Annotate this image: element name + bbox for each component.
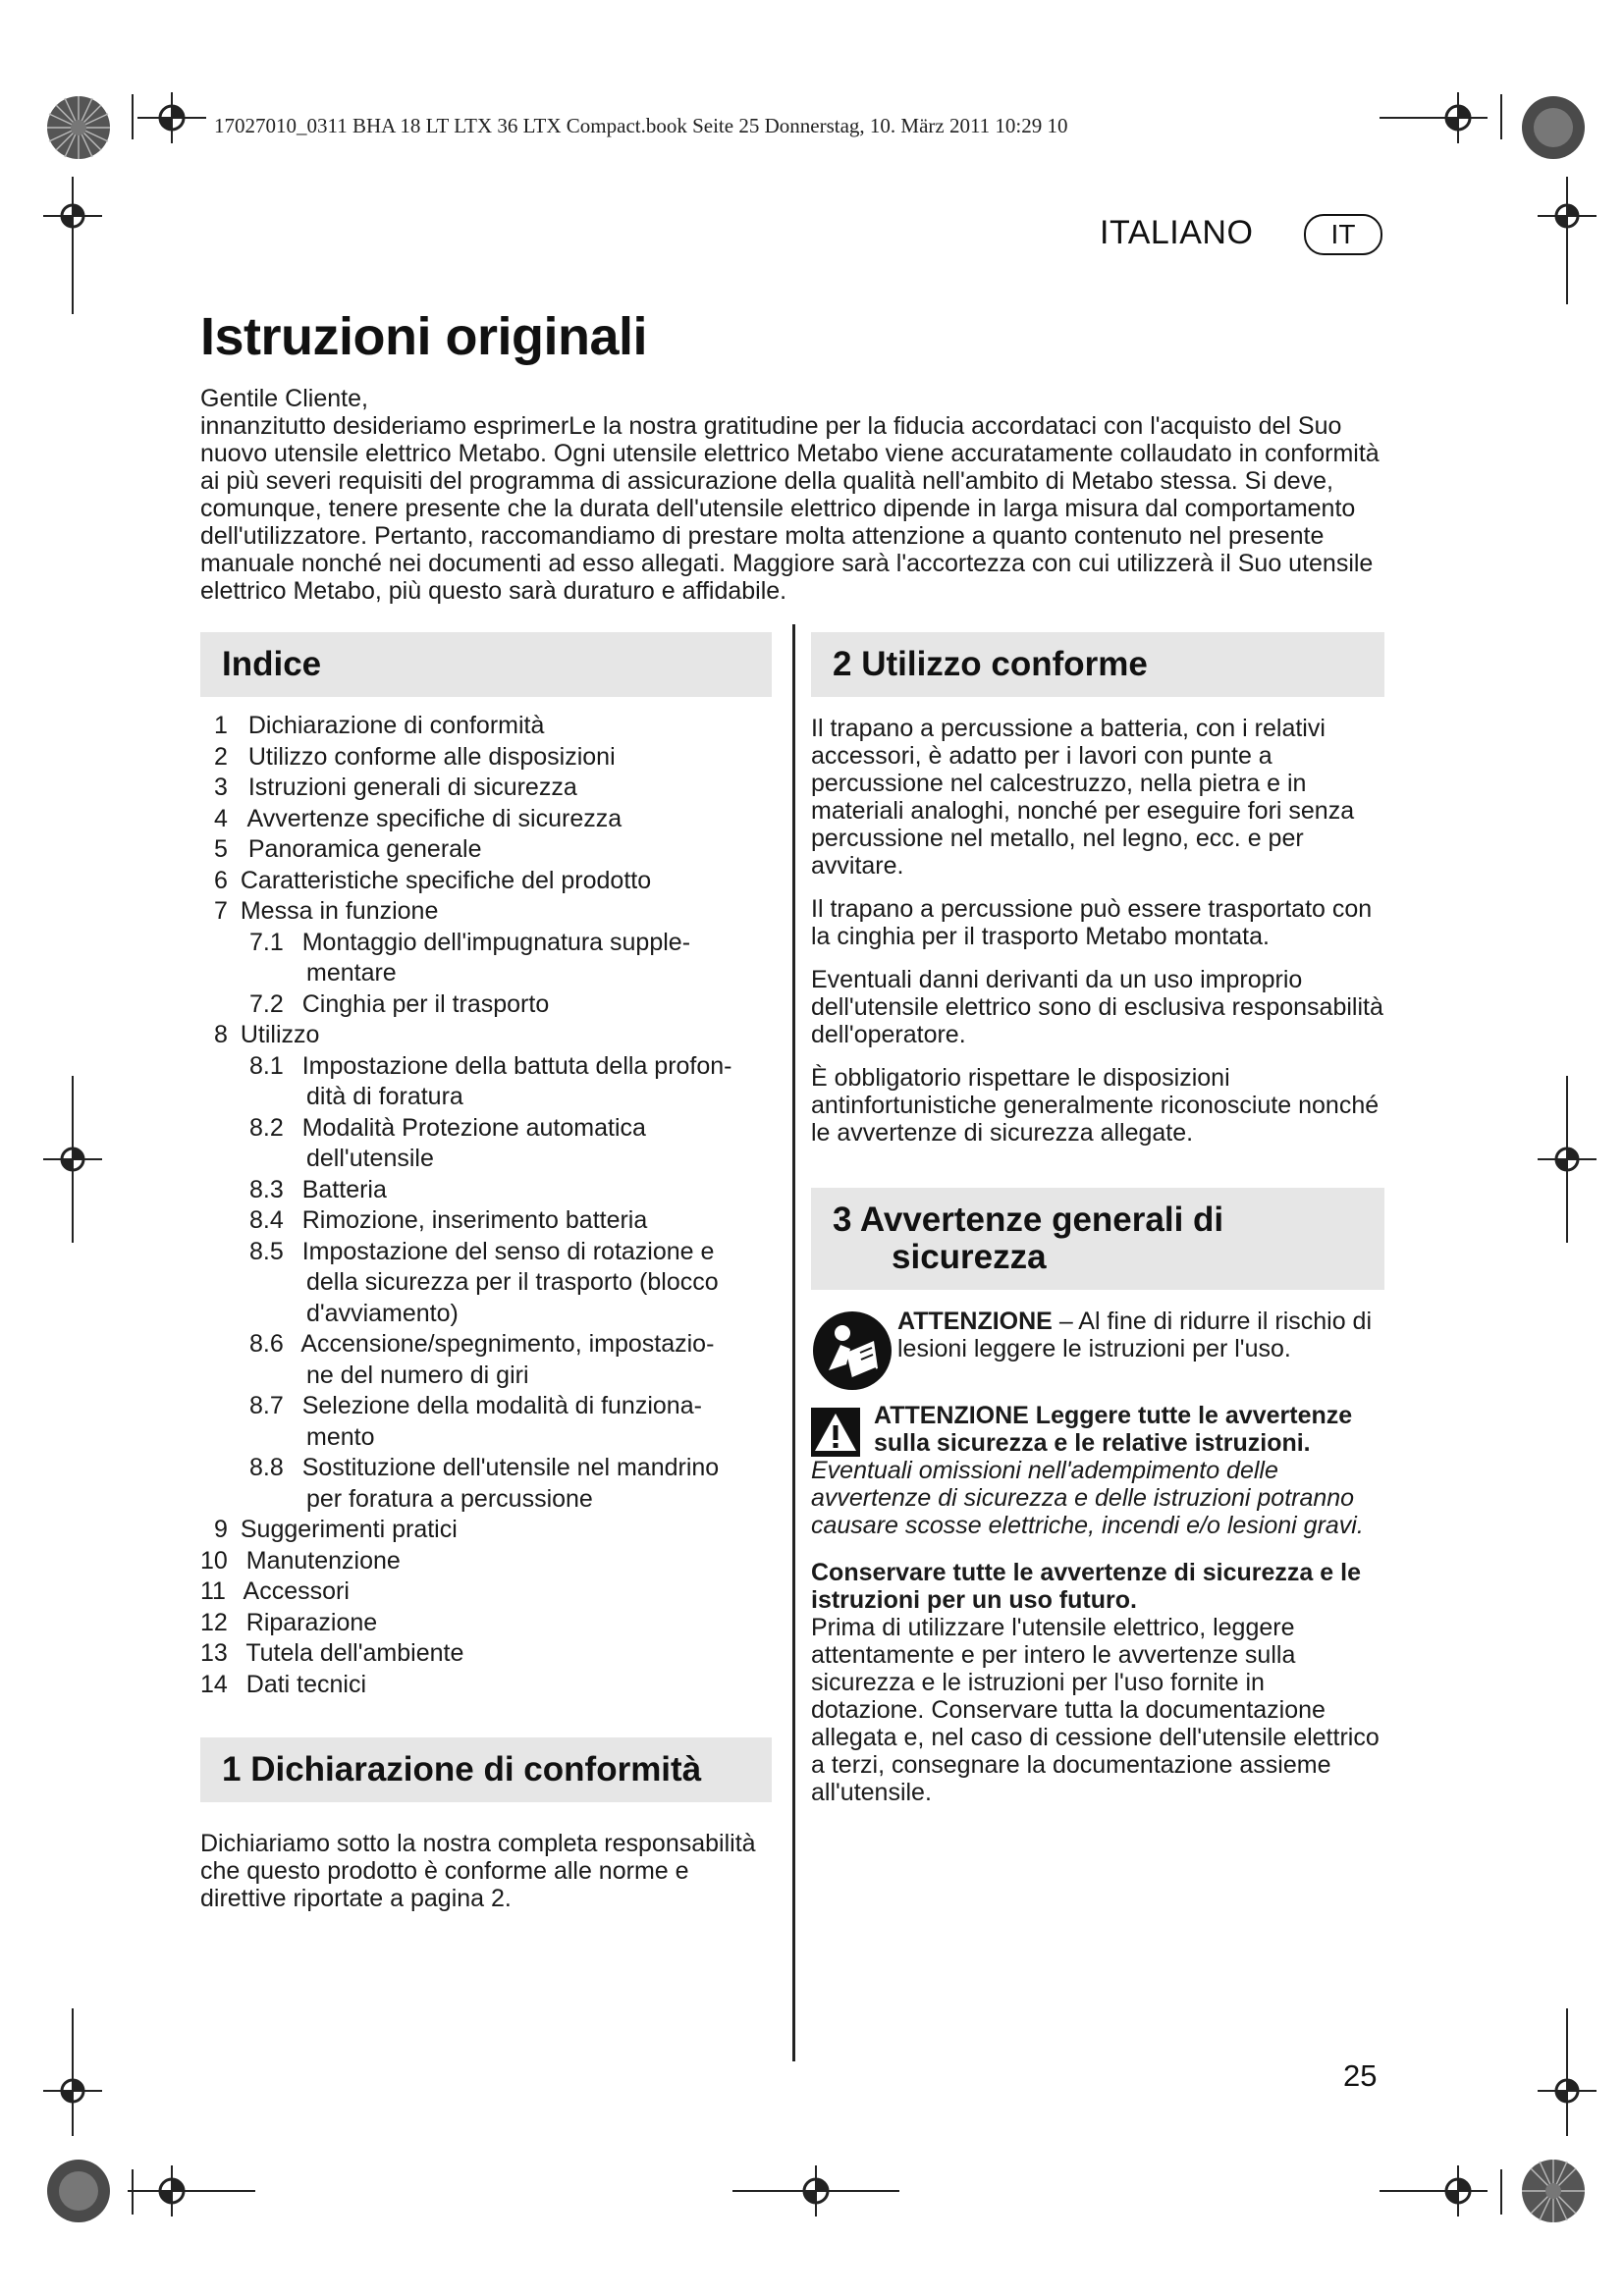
toc-item-continuation: dità di foratura bbox=[306, 1083, 463, 1110]
attention-1-label: ATTENZIONE bbox=[897, 1308, 1053, 1335]
toc-item bbox=[200, 1391, 770, 1422]
toc-item-label: Caratteristiche specifiche del prodotto bbox=[240, 866, 652, 894]
toc-item-number: 8.2 bbox=[249, 1113, 284, 1142]
section1-text: Dichiariamo sotto la nostra completa responsabilità che questo prodotto è conforme alle norme e direttive riportate a pagina 2. bbox=[200, 1830, 756, 1912]
toc-item bbox=[200, 1515, 770, 1546]
toc-item bbox=[200, 928, 770, 959]
toc-item-number: 8.1 bbox=[249, 1051, 284, 1080]
color-bar-icon bbox=[43, 2156, 114, 2226]
section1-heading bbox=[200, 1737, 772, 1802]
crop-line bbox=[1500, 94, 1502, 139]
registration-mark-icon bbox=[732, 2165, 899, 2216]
print-slug: 17027010_0311 BHA 18 LT LTX 36 LTX Compact.book Seite 25 Donnerstag, 10. März 2011 10:29 10 bbox=[214, 114, 1068, 137]
intro-greeting: Gentile Cliente, bbox=[200, 385, 368, 412]
toc-item bbox=[200, 866, 770, 897]
toc-item-label: Avvertenze specifiche di sicurezza bbox=[246, 804, 623, 832]
section2-body bbox=[811, 715, 1384, 1162]
registration-mark-icon bbox=[43, 2008, 102, 2136]
toc-item-label: Istruzioni generali di sicurezza bbox=[247, 774, 577, 801]
toc-item-label: Utilizzo conforme alle disposizioni bbox=[247, 742, 616, 771]
toc-item-number: 11 bbox=[200, 1577, 226, 1605]
toc-item-number: 5 bbox=[214, 835, 228, 863]
intro-paragraph: innanzitutto desideriamo esprimerLe la nostra gratitudine per la fiducia accordataci con l'acquisto del Suo nuovo utensile elettrico Metabo. Ogni utensile elettrico Metabo viene accuratamente collaudato in conformità ai più severi requisiti del programma di assicurazione della qualità nell'ambito di Metabo stessa. Si deve, comunque, tenere presente che la durata dell'utensile elettrico dipende in larga misura dal comportamento dell'utilizzatore. Pertanto, raccomandiamo di prestare molta attenzione a quanto contenuto nel presente manuale nonché nei documenti ad esso allegati. Maggiore sarà l'accortezza con cui utilizzerà il Suo utensile elettrico Metabo, più questo sarà duraturo e affidabile. bbox=[200, 412, 1380, 605]
attention-2-label: ATTENZIONE Leggere tutte le avvertenze sulla sicurezza e le relative istruzioni. bbox=[874, 1402, 1353, 1457]
toc-item-label: Batteria bbox=[301, 1175, 387, 1203]
toc-item-label: Panoramica generale bbox=[247, 835, 482, 863]
keep-instructions-text: Prima di utilizzare l'utensile elettrico, leggere attentamente e per intero le avvertenze sulla sicurezza e le istruzioni per l'uso fornite in dotazione. Conservare tutta la documentazione allegata e, nel caso di cessione dell'utensile elettrico a terzi, consegnare la documentazione assieme all'utensile. bbox=[811, 1614, 1380, 1806]
toc-item-label: Rimozione, inserimento batteria bbox=[301, 1206, 648, 1234]
toc-item-label: Montaggio dell'impugnatura supple- bbox=[301, 928, 691, 956]
toc-item-label: Riparazione bbox=[245, 1608, 378, 1636]
section2-paragraph: Il trapano a percussione a batteria, con i relativi accessori, è adatto per i lavori con punte a percussione nel calcestruzzo, nella pietra e in materiali analoghi, nonché per eseguire fori senza percussione nel metallo, nel legno, ecc. e per avvitare. bbox=[811, 715, 1355, 880]
registration-mark-icon bbox=[1538, 177, 1597, 304]
registration-mark-icon bbox=[1538, 1076, 1597, 1243]
toc-item bbox=[200, 1638, 770, 1670]
toc-item-label: Sostituzione dell'utensile nel mandrino bbox=[301, 1454, 720, 1481]
section2-paragraph: È obbligatorio rispettare le disposizioni antinfortunistiche generalmente riconosciute nonché le avvertenze di sicurezza allegate. bbox=[811, 1064, 1380, 1147]
read-manual-icon bbox=[811, 1309, 893, 1397]
keep-instructions-title: Conservare tutte le avvertenze di sicurezza e le istruzioni per un uso futuro. bbox=[811, 1559, 1361, 1614]
index-heading bbox=[200, 632, 772, 697]
crop-line bbox=[1500, 2169, 1502, 2215]
toc-item-label: Tutela dell'ambiente bbox=[245, 1639, 464, 1667]
toc-item bbox=[200, 1113, 770, 1145]
toc-item-number: 8.6 bbox=[249, 1330, 284, 1358]
language-code-badge: IT bbox=[1304, 214, 1382, 255]
toc-item-continuation: della sicurezza per il trasporto (blocco bbox=[306, 1268, 719, 1296]
section3-heading-line1: 3 Avvertenze generali di bbox=[833, 1201, 1224, 1239]
section2-heading bbox=[811, 632, 1384, 697]
toc-item-continuation: d'avviamento) bbox=[306, 1299, 459, 1327]
toc-item-label: Dati tecnici bbox=[245, 1670, 367, 1698]
crop-line bbox=[132, 2169, 134, 2215]
toc-item-label: Modalità Protezione automatica bbox=[301, 1113, 646, 1142]
toc-item-label: Cinghia per il trasporto bbox=[301, 989, 550, 1018]
attention-note-2 bbox=[811, 1402, 1384, 1539]
registration-mark-icon bbox=[128, 2165, 255, 2216]
toc-item-label: Utilizzo bbox=[240, 1021, 320, 1048]
section2-heading-text: 2 Utilizzo conforme bbox=[833, 645, 1148, 683]
toc-item-label: Messa in funzione bbox=[240, 897, 439, 925]
toc-item-number: 8.5 bbox=[249, 1237, 284, 1265]
toc-item-continuation: ne del numero di giri bbox=[306, 1361, 529, 1389]
toc-item-continuation: mento bbox=[306, 1422, 375, 1451]
toc-item-number: 8 bbox=[214, 1021, 228, 1048]
toc-item-label: Suggerimenti pratici bbox=[240, 1516, 458, 1543]
toc-item-label: Accensione/spegnimento, impostazio- bbox=[300, 1330, 715, 1358]
toc-item-number: 12 bbox=[200, 1608, 228, 1636]
toc-item bbox=[200, 1453, 770, 1484]
toc-item-label: Impostazione della battuta della profon- bbox=[301, 1051, 732, 1080]
toc-item-number: 7.2 bbox=[249, 989, 284, 1018]
toc-item bbox=[200, 1576, 770, 1608]
toc-item bbox=[200, 711, 770, 742]
toc-item-number: 8.3 bbox=[249, 1175, 284, 1203]
registration-mark-icon bbox=[43, 1076, 102, 1243]
section1-heading-text: 1 Dichiarazione di conformità bbox=[222, 1750, 702, 1789]
toc-item bbox=[200, 1237, 770, 1268]
section2-paragraph: Eventuali danni derivanti da un uso improprio dell'utensile elettrico sono di esclusiva responsabilità dell'operatore. bbox=[811, 966, 1383, 1048]
toc-item bbox=[200, 742, 770, 774]
toc-item-number: 1 bbox=[214, 712, 228, 739]
toc-item-label: Accessori bbox=[243, 1577, 350, 1605]
toc-item bbox=[200, 1546, 770, 1577]
toc-item-continuation: per foratura a percussione bbox=[306, 1484, 593, 1513]
section2-paragraph: Il trapano a percussione può essere trasportato con la cinghia per il trasporto Metabo montata. bbox=[811, 895, 1373, 950]
toc-item-label: Impostazione del senso di rotazione e bbox=[301, 1237, 715, 1265]
language-label: ITALIANO bbox=[1100, 214, 1254, 251]
toc-item-number: 4 bbox=[214, 804, 228, 832]
crop-line bbox=[132, 94, 134, 139]
index-heading-text: Indice bbox=[222, 645, 322, 683]
toc-item bbox=[200, 1670, 770, 1701]
toc-item-number: 10 bbox=[200, 1546, 228, 1575]
toc-item bbox=[200, 989, 770, 1021]
toc-item-continuation: mentare bbox=[306, 959, 397, 987]
color-bar-icon bbox=[1518, 2156, 1589, 2226]
toc-item-continuation: dell'utensile bbox=[306, 1145, 434, 1172]
color-bar-icon bbox=[43, 92, 114, 163]
toc-item bbox=[200, 1051, 770, 1083]
toc-item bbox=[200, 1329, 770, 1361]
toc-item-number: 13 bbox=[200, 1639, 228, 1667]
toc-item-number: 8.4 bbox=[249, 1206, 284, 1234]
toc-item-number: 9 bbox=[214, 1516, 228, 1543]
registration-mark-icon bbox=[1538, 2008, 1597, 2136]
toc-item bbox=[200, 1175, 770, 1206]
attention-1-text: – Al fine di ridurre il rischio di lesioni leggere le istruzioni per l'uso. bbox=[897, 1308, 1373, 1362]
column-divider bbox=[792, 624, 795, 2061]
toc-item-label: Selezione della modalità di funziona- bbox=[301, 1392, 702, 1419]
toc-item bbox=[200, 896, 770, 928]
toc-item-number: 7.1 bbox=[249, 928, 284, 956]
toc-item-number: 6 bbox=[214, 866, 228, 894]
toc-item-number: 7 bbox=[214, 897, 228, 925]
page-title: Istruzioni originali bbox=[200, 307, 648, 366]
registration-mark-icon bbox=[137, 92, 206, 143]
intro-text bbox=[200, 385, 1384, 605]
attention-note-1 bbox=[897, 1308, 1384, 1362]
attention-2-text: Eventuali omissioni nell'adempimento delle avvertenze di sicurezza e delle istruzioni potranno causare scosse elettriche, incendi e/o lesioni gravi. bbox=[811, 1457, 1364, 1539]
toc-item-label: Manutenzione bbox=[245, 1546, 401, 1575]
color-bar-icon bbox=[1518, 92, 1589, 163]
toc-item bbox=[200, 773, 770, 804]
registration-mark-icon bbox=[43, 177, 102, 314]
section3-heading-line2: sicurezza bbox=[892, 1238, 1047, 1276]
toc-item bbox=[200, 804, 770, 835]
toc-item-number: 14 bbox=[200, 1670, 228, 1698]
toc-item bbox=[200, 1205, 770, 1237]
toc-item bbox=[200, 1020, 770, 1051]
toc-item-number: 8.8 bbox=[249, 1454, 284, 1481]
registration-mark-icon bbox=[1380, 2165, 1488, 2216]
toc-item-number: 2 bbox=[214, 742, 228, 771]
registration-mark-icon bbox=[1380, 92, 1488, 143]
section3-heading bbox=[811, 1188, 1384, 1290]
toc-item bbox=[200, 1608, 770, 1639]
toc-item-number: 3 bbox=[214, 774, 228, 801]
toc-item-number: 8.7 bbox=[249, 1392, 284, 1419]
toc-item-label: Dichiarazione di conformità bbox=[247, 712, 545, 739]
keep-instructions bbox=[811, 1559, 1384, 1806]
table-of-contents bbox=[200, 711, 770, 1700]
page-number: 25 bbox=[1343, 2058, 1378, 2093]
toc-item bbox=[200, 834, 770, 866]
